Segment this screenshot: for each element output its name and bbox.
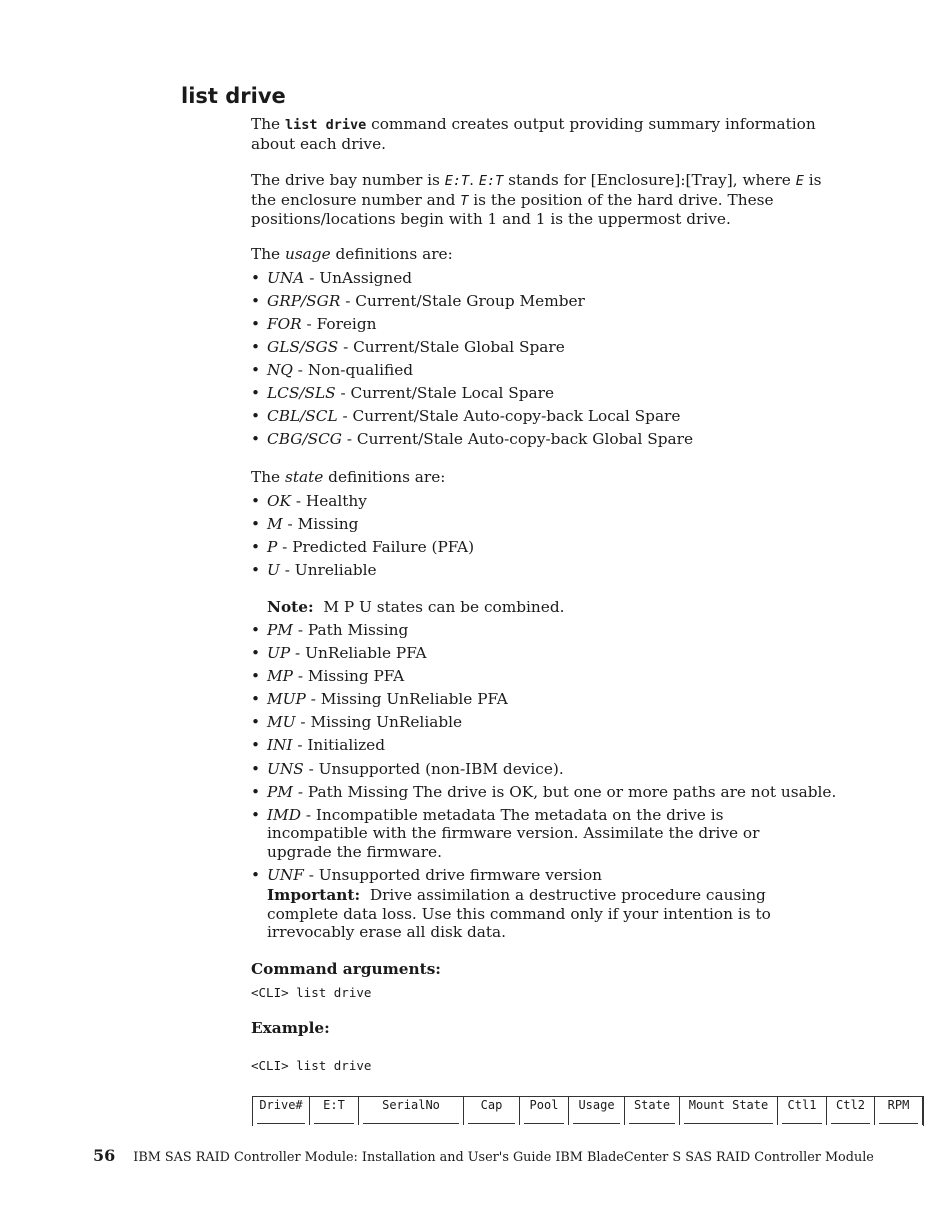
args-command: <CLI> list drive — [251, 985, 372, 1000]
table-header-cell: E:T — [310, 1097, 359, 1125]
list-item: • MU - Missing UnReliable — [251, 713, 851, 732]
list-item: • NQ - Non-qualified — [251, 361, 851, 380]
state-combined-list — [251, 621, 851, 884]
usage-section: The usage definitions are: • UNA - UnAssigned • GRP/SGR - Current/Stale Group Member • FOR - Foreign • GLS/SGS - Current/Stale Global Spare • NQ - Non-qualified • LCS/SLS - Current/Stale Local Spare • CBL/SCL - Current/Stale Auto-copy-back Local Spare • CBG/SCG - Current/Stale Auto-copy-back Global Spare — [251, 245, 851, 453]
args-label: Command arguments: — [251, 960, 441, 978]
page-number: 56 — [93, 1146, 116, 1165]
table-header-cell: Pool — [520, 1097, 569, 1125]
page-footer — [93, 1146, 874, 1165]
list-item: • IMD - Incompatible metadata The metadata on the drive is incompatible with the firmware version. Assimilate the drive or upgrade the firmware. — [251, 806, 827, 862]
list-item: • M - Missing — [251, 515, 851, 534]
drive-table-header — [252, 1096, 924, 1126]
table-header-cell: Ctl2 — [827, 1097, 875, 1125]
footer-title: IBM SAS RAID Controller Module: Installation and User's Guide IBM BladeCenter S SAS RAID Controller Module — [133, 1150, 874, 1165]
list-item: • CBL/SCL - Current/Stale Auto-copy-back Local Spare — [251, 407, 851, 426]
table-header-cell: RPM — [875, 1097, 923, 1125]
list-item: • LCS/SLS - Current/Stale Local Spare — [251, 384, 851, 403]
list-item: • UNA - UnAssigned — [251, 269, 851, 288]
list-item: • GRP/SGR - Current/Stale Group Member — [251, 292, 851, 311]
important-note: Important: Drive assimilation a destructive procedure causing complete data loss. Use this command only if your intention is to irrevocably erase all disk data. — [267, 886, 771, 941]
usage-list — [251, 269, 851, 449]
list-item: • U - Unreliable — [251, 561, 851, 580]
list-item: • UP - UnReliable PFA — [251, 644, 851, 663]
table-header-cell: Cap — [464, 1097, 520, 1125]
state-combined-section — [251, 621, 851, 889]
list-item: • P - Predicted Failure (PFA) — [251, 538, 851, 557]
list-item: • PM - Path Missing — [251, 621, 851, 640]
intro-paragraph: The list drive command creates output providing summary information about each drive. — [251, 115, 816, 153]
bay-paragraph: The drive bay number is E:T. E:T stands for [Enclosure]:[Tray], where E is the enclosure number and T is the position of the hard drive. These positions/locations begin with 1 and 1 is the uppermost drive. — [251, 171, 822, 228]
table-header-cell: State — [625, 1097, 680, 1125]
list-item: • FOR - Foreign — [251, 315, 851, 334]
table-header-frame — [252, 1096, 924, 1126]
list-item: • UNF - Unsupported drive firmware version — [251, 866, 851, 885]
table-header-cell: SerialNo — [359, 1097, 464, 1125]
example-label: Example: — [251, 1019, 330, 1037]
note: Note: M P U states can be combined. — [267, 598, 565, 616]
table-header-cell: Ctl1 — [778, 1097, 827, 1125]
page-heading: list drive — [181, 84, 286, 108]
list-item: • GLS/SGS - Current/Stale Global Spare — [251, 338, 851, 357]
list-item: • UNS - Unsupported (non-IBM device). — [251, 760, 851, 779]
list-item: • CBG/SCG - Current/Stale Auto-copy-back Global Spare — [251, 430, 851, 449]
table-header-cell: Usage — [569, 1097, 625, 1125]
list-item: • OK - Healthy — [251, 492, 851, 511]
state-list — [251, 492, 851, 580]
example-command: <CLI> list drive — [251, 1058, 372, 1073]
table-header-cell: Drive# — [253, 1097, 310, 1125]
state-section: The state definitions are: • OK - Healthy • M - Missing • P - Predicted Failure (PFA) • U - Unreliable — [251, 468, 851, 584]
list-item: • INI - Initialized — [251, 736, 851, 755]
table-header-cell: Mount State — [680, 1097, 778, 1125]
list-item: • MP - Missing PFA — [251, 667, 851, 686]
list-item: • PM - Path Missing The drive is OK, but one or more paths are not usable. — [251, 783, 851, 802]
command-name: list drive — [284, 117, 367, 133]
list-item: • MUP - Missing UnReliable PFA — [251, 690, 851, 709]
